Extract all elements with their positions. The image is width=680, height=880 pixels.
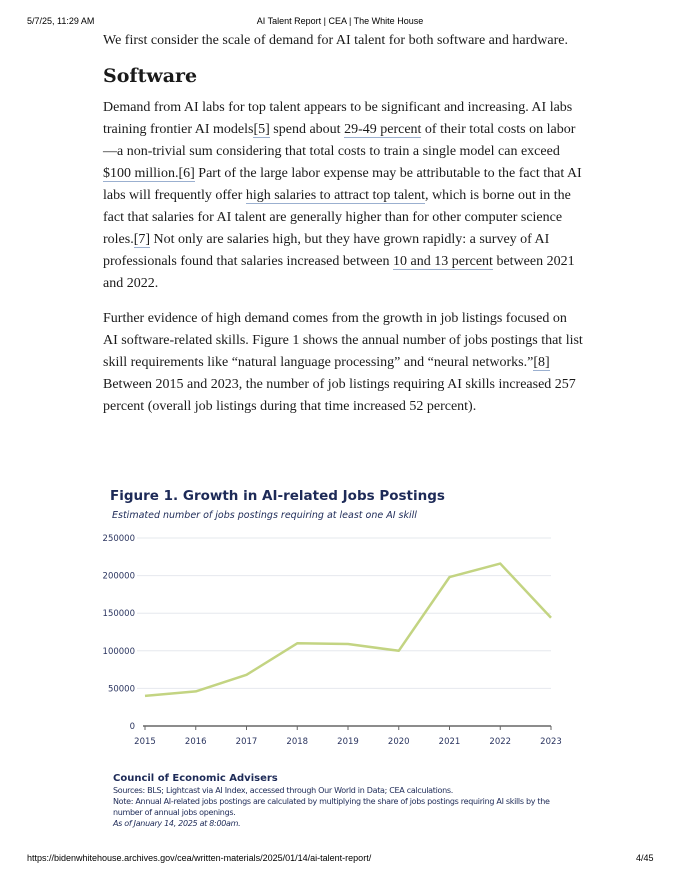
x-tick-label: 2021 xyxy=(438,737,461,747)
print-datetime: 5/7/25, 11:29 AM xyxy=(27,16,95,26)
source-note: Note: Annual AI-related jobs postings are calculated by multiplying the share of jobs postings requiring AI skills by the number of annual jobs openings. xyxy=(113,797,550,817)
x-tick-label: 2022 xyxy=(489,737,512,747)
y-tick-label: 0 xyxy=(129,722,135,732)
link-100-million[interactable]: $100 million. xyxy=(103,166,179,181)
y-tick-label: 100000 xyxy=(102,646,135,657)
footnote-5[interactable]: [5] xyxy=(253,122,270,137)
y-tick-label: 150000 xyxy=(102,609,135,620)
source-text: Sources: BLS; Lightcast via AI Index, accessed through Our World in Data; CEA calculations. xyxy=(113,786,453,795)
intro-paragraph: We first consider the scale of demand for AI talent for both software and hardware. xyxy=(103,33,568,48)
y-tick-label: 250000 xyxy=(102,534,135,544)
text: , which is borne out in the fact that salaries for AI talent are generally higher than for other computer science roles. xyxy=(103,188,571,247)
figure-subtitle: Estimated number of jobs postings requiring at least one AI skill xyxy=(112,510,417,521)
page-number: 4/45 xyxy=(636,853,654,863)
section-heading: Software xyxy=(103,65,198,87)
text: Further evidence of high demand comes from the growth in job listings focused on AI software-related skills. Figure 1 shows the annual number of jobs postings that list skill requirements like “natural language processing” and “neural networks.” xyxy=(103,311,583,370)
x-tick-label: 2020 xyxy=(387,737,410,747)
text: spend about xyxy=(269,122,345,137)
x-tick-label: 2015 xyxy=(134,737,156,747)
text: of their total costs on labor—a non-trivial sum considering that total costs to train a single model can exceed xyxy=(103,122,576,159)
text: Not only are salaries high, but they have grown rapidly: a survey of AI professionals found that salaries increased between xyxy=(103,232,550,269)
text: between 2021 and 2022. xyxy=(103,254,575,291)
footnote-8[interactable]: [8] xyxy=(533,355,550,370)
y-tick-label: 200000 xyxy=(102,571,135,582)
figure-source xyxy=(113,773,573,829)
x-tick-label: 2017 xyxy=(235,737,258,747)
series-line xyxy=(145,564,551,696)
source-org: Council of Economic Advisers xyxy=(113,773,278,784)
x-tick-label: 2019 xyxy=(337,737,359,747)
link-high-salaries[interactable]: high salaries to attract top talent xyxy=(245,188,426,203)
y-tick-label: 50000 xyxy=(107,684,135,695)
link-salary-growth[interactable]: 10 and 13 percent xyxy=(393,254,493,269)
print-title: AI Talent Report | CEA | The White House xyxy=(256,16,424,26)
x-tick-label: 2018 xyxy=(286,737,309,747)
text: Demand from AI labs for top talent appears to be significant and increasing. AI labs training frontier AI models xyxy=(103,100,573,137)
footnote-7[interactable]: [7] xyxy=(133,232,151,247)
figure-title: Figure 1. Growth in AI-related Jobs Postings xyxy=(110,488,445,504)
text: Part of the large labor expense may be attributable to the fact that AI labs will frequently offer xyxy=(103,166,582,203)
source-date: As of January 14, 2025 at 8:00am. xyxy=(113,819,241,828)
x-tick-label: 2016 xyxy=(184,737,207,747)
text: Between 2015 and 2023, the number of job listings requiring AI skills increased 257 percent (overall job listings during that time increased 52 percent). xyxy=(103,377,576,414)
link-labor-share[interactable]: 29-49 percent xyxy=(344,122,422,137)
footnote-6[interactable]: [6] xyxy=(178,166,195,181)
x-tick-label: 2023 xyxy=(540,737,562,747)
print-url: https://bidenwhitehouse.archives.gov/cea/written-materials/2025/01/14/ai-talent-report/ xyxy=(27,853,372,863)
